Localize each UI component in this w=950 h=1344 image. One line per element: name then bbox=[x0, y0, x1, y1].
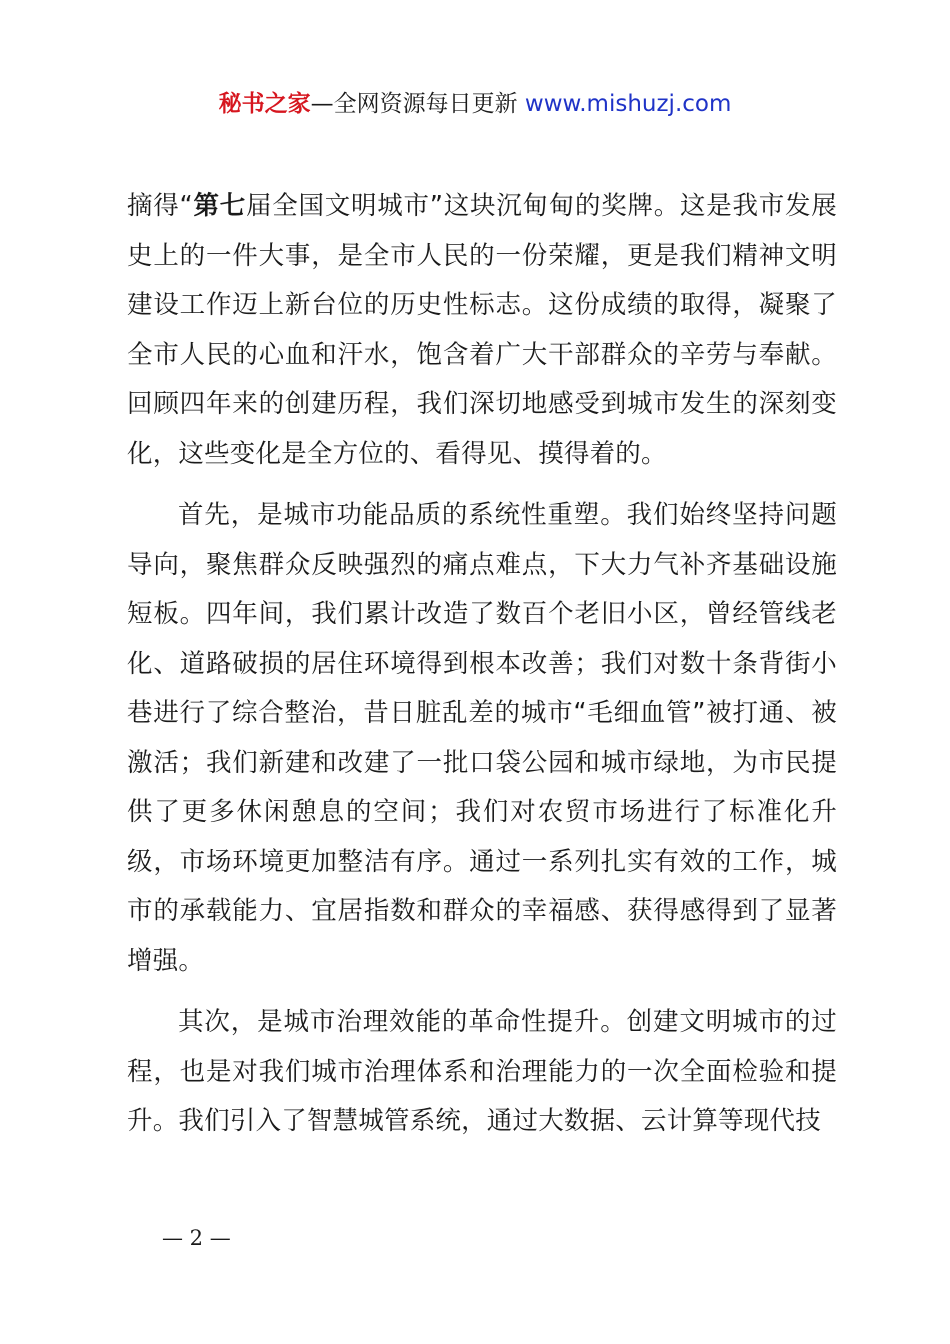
paragraph-1-emphasis: 第七 bbox=[192, 191, 246, 221]
paragraph-1-before: 摘得“ bbox=[127, 191, 193, 221]
document-body bbox=[127, 182, 837, 1147]
website-url[interactable]: www.mishuzj.com bbox=[524, 91, 732, 117]
paragraph-2: 首先，是城市功能品质的系统性重塑。我们始终坚持问题导向，聚焦群众反映强烈的痛点难点，下大力气补齐基础设施短板。四年间，我们累计改造了数百个老旧小区，曾经管线老化、道路破损的居住环境得到根本改善；我们对数十条背街小巷进行了综合整治，昔日脏乱差的城市“毛细血管”被打通、被激活；我们新建和改建了一批口袋公园和城市绿地，为市民提供了更多休闲憩息的空间；我们对农贸市场进行了标准化升级，市场环境更加整洁有序。通过一系列扎实有效的工作，城市的承载能力、宜居指数和群众的幸福感、获得感得到了显著增强。 bbox=[127, 500, 837, 976]
paragraph-1 bbox=[127, 182, 837, 479]
brand-name: 秘书之家 bbox=[218, 91, 311, 117]
page-header bbox=[0, 86, 950, 122]
paragraph-3: 其次，是城市治理效能的革命性提升。创建文明城市的过程，也是对我们城市治理体系和治理能力的一次全面检验和提升。我们引入了智慧城管系统，通过大数据、云计算等现代技 bbox=[127, 1007, 837, 1136]
page-number: — 2 — bbox=[162, 1226, 231, 1250]
paragraph-1-after: 届全国文明城市”这块沉甸甸的奖牌。这是我市发展史上的一件大事，是全市人民的一份荣耀，更是我们精神文明建设工作迈上新台位的历史性标志。这份成绩的取得，凝聚了全市人民的心血和汗水，饱含着广大干部群众的辛劳与奉献。回顾四年来的创建历程，我们深切地感受到城市发生的深刻变化，这些变化是全方位的、看得见、摸得着的。 bbox=[127, 191, 838, 469]
header-tagline: —全网资源每日更新 bbox=[310, 91, 525, 117]
